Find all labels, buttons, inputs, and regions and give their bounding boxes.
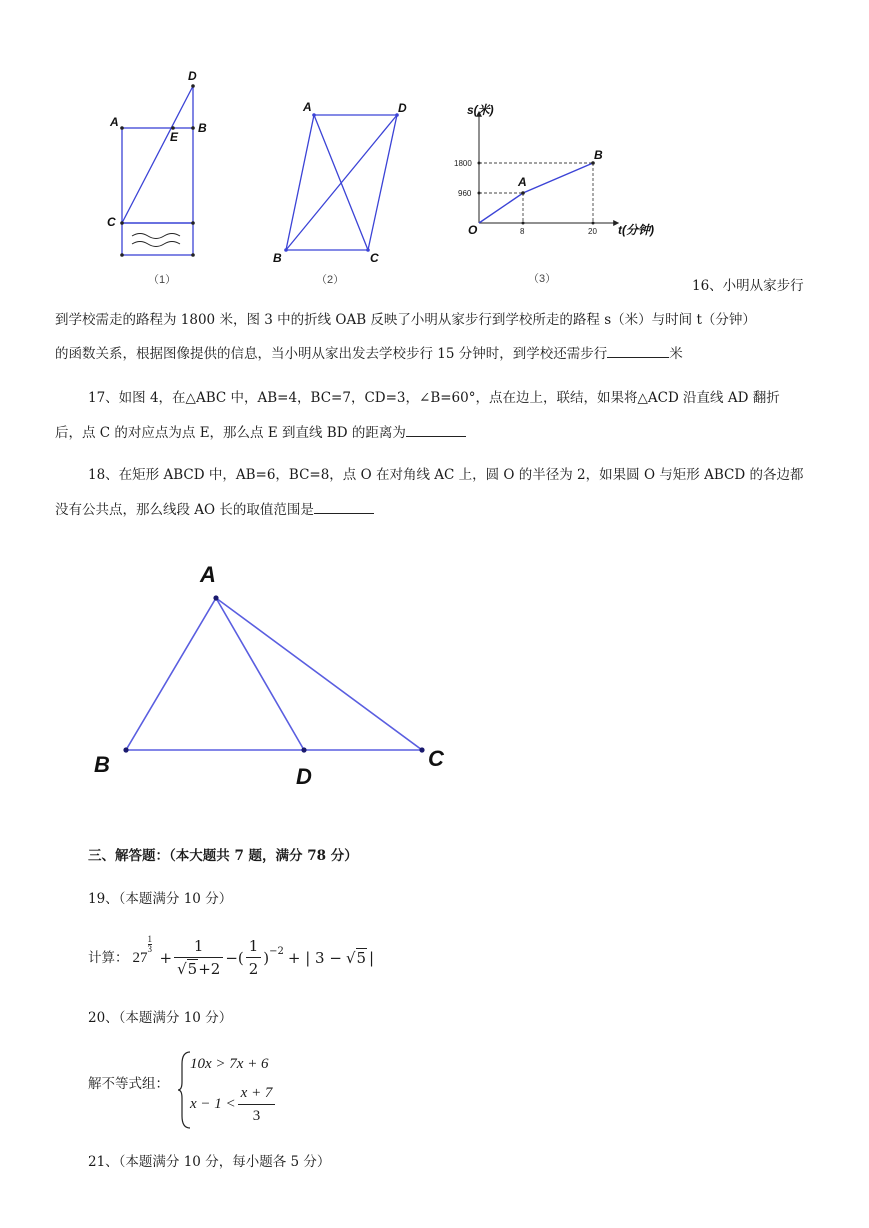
fig3-y-label: s(米) (467, 103, 494, 117)
q17-answer-blank[interactable] (406, 422, 466, 437)
q16-answer-blank[interactable] (607, 343, 669, 358)
q19-base: 27 1 3 (132, 933, 152, 966)
fig1-caption: （1） (148, 274, 177, 286)
q20-prompt: 解不等式组： (88, 1076, 169, 1092)
fig4-label-d: D (296, 764, 312, 789)
fig3-x-label: t(分钟) (618, 223, 654, 237)
q20-ineq2-frac: $\frac{x + 7}{3}$ (238, 1082, 276, 1127)
fig1-label-c: C (107, 215, 116, 229)
figure-1 (100, 66, 220, 290)
fig4-label-c: C (428, 746, 444, 771)
q18-line2-wrap (55, 499, 374, 520)
section3-title: 三、解答题：（本大题共 7 题，满分 78 分） (88, 848, 358, 864)
fig2-label-b: B (273, 251, 282, 265)
fig2-caption: （2） (316, 274, 345, 286)
q19-header: 19、（本题满分 10 分） (88, 891, 233, 907)
fig1-wave-2 (132, 242, 180, 247)
fig3-tick-8: 8 (520, 227, 525, 236)
fig1-label-a: A (110, 115, 119, 129)
fig1-line-cd (122, 86, 193, 223)
q16-line3-wrap (55, 343, 683, 364)
q17-line1: 17、如图 4，在△ABC 中，AB=4，BC=7，CD=3，∠B=60°，点在边上，联结，如果将△ACD 沿直线 AD 翻折 (88, 390, 780, 406)
q20-ineq2 (190, 1082, 277, 1127)
fig4-label-b: B (94, 752, 110, 777)
q19-minus: −( (225, 948, 244, 967)
fig3-tick-20: 20 (588, 227, 597, 236)
q17-line2: 后，点 C 的对应点为点 E，那么点 E 到直线 BD 的距离为 (55, 425, 406, 441)
q19-plus: + (159, 948, 173, 967)
fig1-rect-top (122, 128, 193, 223)
fig4-segment-ad (216, 598, 304, 750)
fig1-wave-1 (132, 234, 180, 239)
q19-neg-two: −2 (269, 945, 284, 957)
q20-header: 20、（本题满分 10 分） (88, 1010, 233, 1026)
q19-sqrt5: √5 (345, 948, 367, 967)
q19-prompt: 计算： (88, 949, 129, 966)
fig3-origin: O (468, 223, 478, 237)
q20-ineq1: 10x > 7x + 6 (190, 1056, 269, 1072)
figure-4 (88, 556, 468, 796)
fig1-label-d: D (188, 69, 197, 83)
q18-line1: 18、在矩形 ABCD 中，AB=6，BC=8，点 O 在对角线 AC 上，圆 O 的半径为 2，如果圆 O 与矩形 ABCD 的各边都 (88, 467, 804, 483)
figure-2 (268, 94, 418, 290)
fig3-tick-1800: 1800 (454, 159, 472, 168)
q21-header: 21、（本题满分 10 分，每小题各 5 分） (88, 1154, 331, 1170)
q19-half: $\frac{1}{2}$ (246, 935, 262, 980)
q19-abs-close: | (369, 948, 375, 967)
q19-close: ) (263, 948, 270, 967)
fig3-point-a: A (518, 175, 527, 189)
fig4-triangle-abc (126, 598, 422, 750)
fig2-label-c: C (370, 251, 379, 265)
fig2-label-d: D (398, 101, 407, 115)
fig4-label-a: A (200, 562, 216, 587)
q18-line2: 没有公共点，那么线段 AO 长的取值范围是 (55, 502, 314, 518)
q16-line1: 16、小明从家步行 (692, 278, 804, 294)
q16-unit: 米 (669, 346, 683, 362)
fig3-tick-960: 960 (458, 189, 472, 198)
fig2-diagonal-bd (286, 115, 397, 250)
fig3-point-b: B (594, 148, 603, 162)
fig1-label-e: E (170, 130, 179, 144)
q16-line3: 的函数关系，根据图像提供的信息，当小明从家出发去学校步行 15 分钟时，到学校还需步行 (55, 346, 608, 362)
q19-fraction: $\frac{1}{√5+2}$ (174, 935, 223, 980)
fig3-caption: （3） (528, 273, 557, 285)
figure-3 (450, 98, 670, 290)
q17-line2-wrap (55, 422, 466, 443)
q19-expression (88, 935, 374, 980)
fig2-label-a: A (303, 100, 312, 114)
fig1-label-b: B (198, 121, 207, 135)
q18-answer-blank[interactable] (314, 499, 374, 514)
q19-abs: + | 3 − (287, 948, 342, 967)
fig1-rect-bottom (122, 223, 193, 255)
q20-ineq2-left: x − 1 < (190, 1096, 236, 1112)
q16-line2: 到学校需走的路程为 1800 米，图 3 中的折线 OAB 反映了小明从家步行到学校所走的路程 s（米）与时间 t（分钟） (55, 312, 756, 328)
